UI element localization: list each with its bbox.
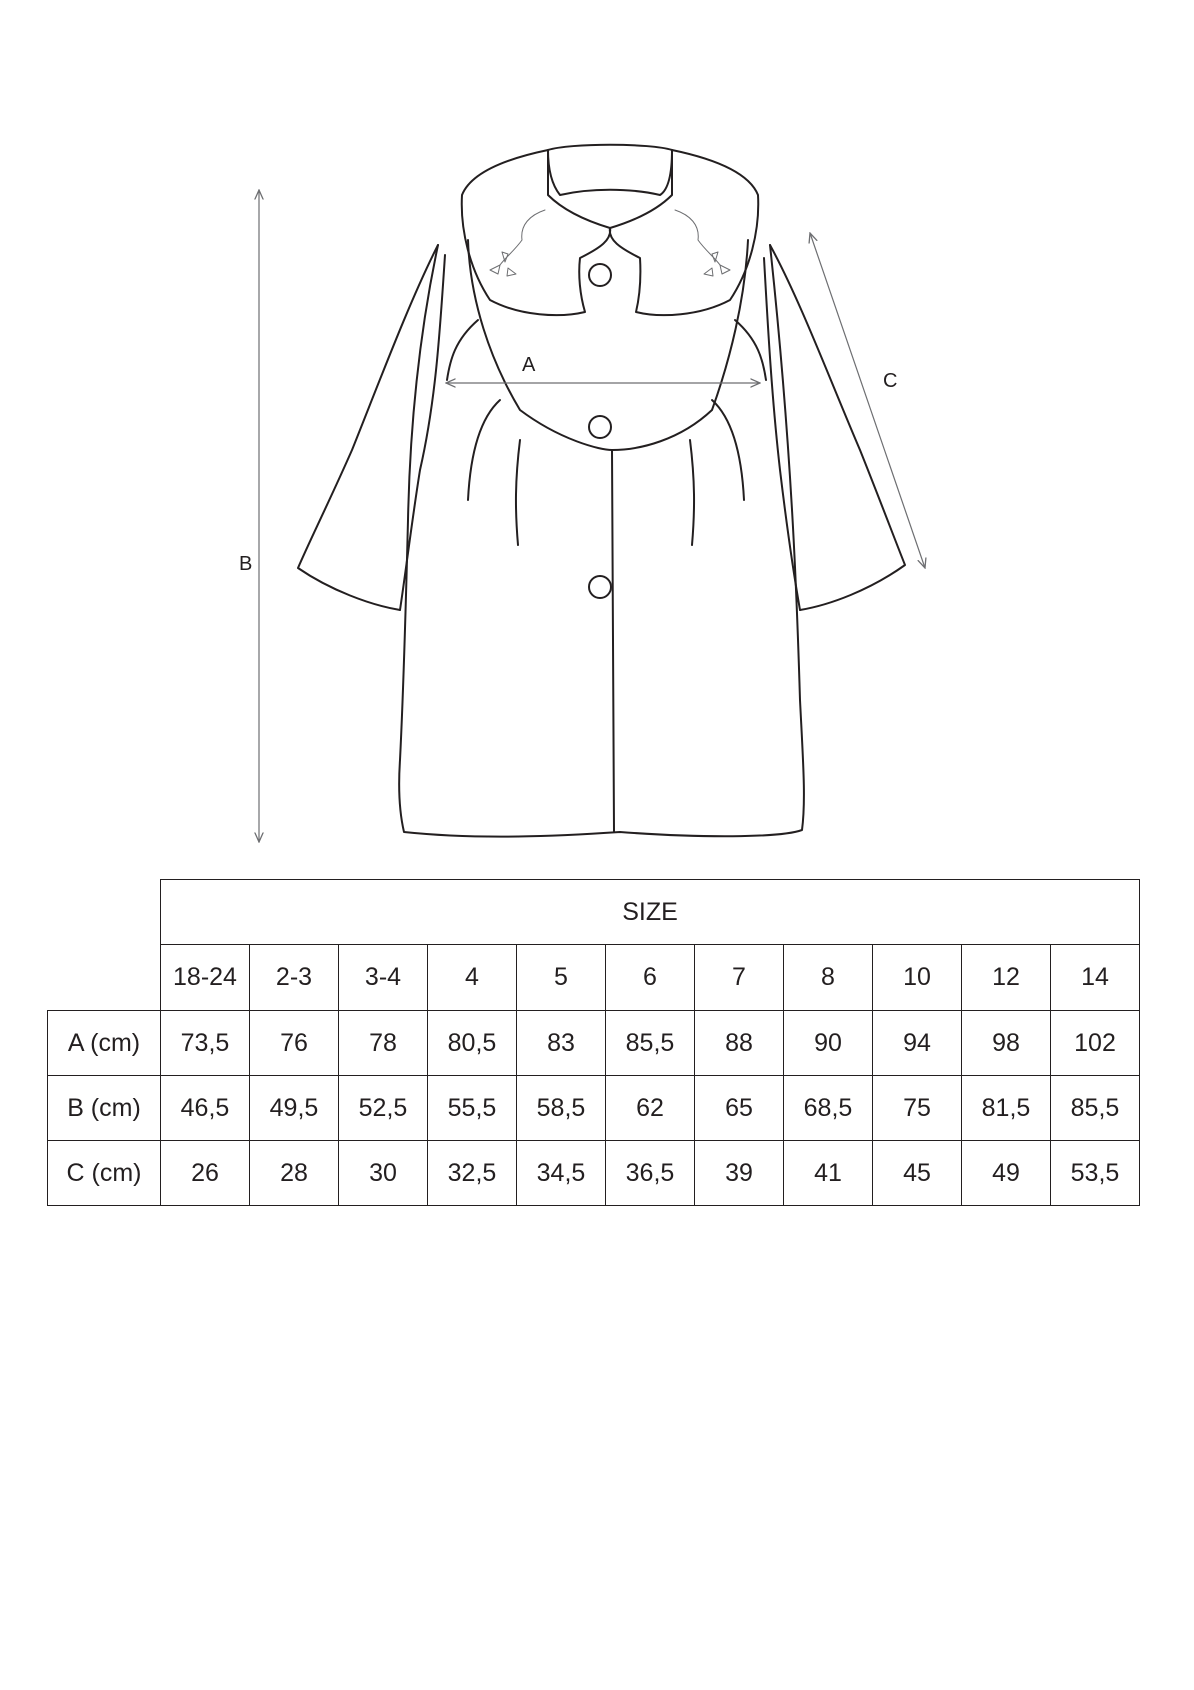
size-header-cell: 18-24	[161, 945, 250, 1011]
table-cell: 75	[873, 1076, 962, 1141]
table-cell: 80,5	[428, 1011, 517, 1076]
table-cell: 85,5	[1051, 1076, 1140, 1141]
button-bottom	[589, 576, 611, 598]
table-cell: 26	[161, 1141, 250, 1206]
size-header-row	[48, 945, 1140, 1011]
size-header-cell: 5	[517, 945, 606, 1011]
dimension-label-b: B	[239, 553, 253, 575]
table-cell: 94	[873, 1011, 962, 1076]
table-cell: 85,5	[606, 1011, 695, 1076]
table-row	[48, 1011, 1140, 1076]
table-cell: 98	[962, 1011, 1051, 1076]
table-cell: 30	[339, 1141, 428, 1206]
size-header-cell: 7	[695, 945, 784, 1011]
row-label: C (cm)	[48, 1141, 161, 1206]
table-cell: 62	[606, 1076, 695, 1141]
button-middle	[589, 416, 611, 438]
table-cell: 58,5	[517, 1076, 606, 1141]
table-cell: 49,5	[250, 1076, 339, 1141]
size-header-cell: 8	[784, 945, 873, 1011]
table-cell: 46,5	[161, 1076, 250, 1141]
row-label: A (cm)	[48, 1011, 161, 1076]
table-cell: 83	[517, 1011, 606, 1076]
table-cell: 76	[250, 1011, 339, 1076]
size-header-cell: 2-3	[250, 945, 339, 1011]
size-header-cell: 3-4	[339, 945, 428, 1011]
size-header-cell: 4	[428, 945, 517, 1011]
coat-outline	[399, 245, 804, 837]
table-cell: 102	[1051, 1011, 1140, 1076]
left-sleeve	[298, 245, 438, 610]
table-cell: 36,5	[606, 1141, 695, 1206]
table-cell: 90	[784, 1011, 873, 1076]
table-row	[48, 1141, 1140, 1206]
table-cell: 52,5	[339, 1076, 428, 1141]
table-row	[48, 1076, 1140, 1141]
dimension-label-a: A	[522, 354, 536, 376]
row-label: B (cm)	[48, 1076, 161, 1141]
table-cell: 53,5	[1051, 1141, 1140, 1206]
table-cell: 81,5	[962, 1076, 1051, 1141]
table-cell: 88	[695, 1011, 784, 1076]
dimension-line-c	[810, 233, 925, 568]
table-cell: 49	[962, 1141, 1051, 1206]
table-cell: 45	[873, 1141, 962, 1206]
size-header-cell: 6	[606, 945, 695, 1011]
size-header-cell: 14	[1051, 945, 1140, 1011]
table-cell: 55,5	[428, 1076, 517, 1141]
collar	[462, 150, 610, 315]
table-cell: 32,5	[428, 1141, 517, 1206]
size-title: SIZE	[161, 880, 1140, 945]
table-cell: 78	[339, 1011, 428, 1076]
size-header-cell: 10	[873, 945, 962, 1011]
table-cell: 73,5	[161, 1011, 250, 1076]
table-cell: 41	[784, 1141, 873, 1206]
dimension-label-c: C	[883, 370, 898, 392]
table-cell: 39	[695, 1141, 784, 1206]
size-header-cell: 12	[962, 945, 1051, 1011]
table-cell: 28	[250, 1141, 339, 1206]
button-top	[589, 264, 611, 286]
table-cell: 65	[695, 1076, 784, 1141]
table-cell: 34,5	[517, 1141, 606, 1206]
table-cell: 68,5	[784, 1076, 873, 1141]
size-table	[47, 879, 1140, 1206]
